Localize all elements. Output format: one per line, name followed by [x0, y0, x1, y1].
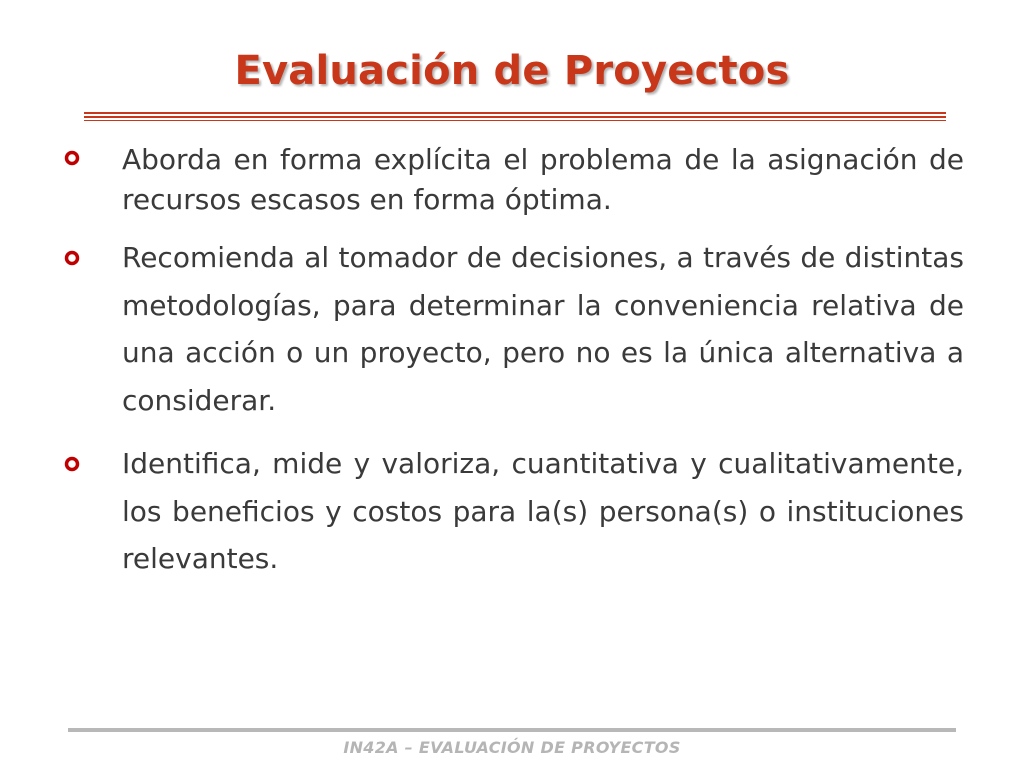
bullet-list [64, 140, 964, 583]
title-underline-line [84, 116, 946, 118]
bullet-text: Identifica, mide y valoriza, cuantitativa y cualitativamente, los beneficios y costos para la(s) persona(s) o instituciones relevantes. [122, 447, 964, 575]
bullet-item [64, 234, 964, 424]
title-underline-line [84, 112, 946, 114]
title-underline [84, 112, 946, 121]
bullet-item [64, 140, 964, 220]
footer-caption: IN42A – EVALUACIÓN DE PROYECTOS [343, 738, 681, 757]
bullet-item [64, 440, 964, 583]
bullet-text: Recomienda al tomador de decisiones, a través de distintas metodologías, para determinar la conveniencia relativa de una acción o un proyecto, pero no es la única alternativa a considerar. [122, 241, 964, 417]
footer-divider [68, 728, 956, 732]
ring-bullet-icon [64, 250, 80, 266]
ring-bullet-icon [64, 456, 80, 472]
title-underline-line [84, 120, 946, 121]
slide-title: Evaluación de Proyectos [234, 48, 790, 94]
bullet-text: Aborda en forma explícita el problema de la asignación de recursos escasos en forma óptima. [122, 143, 964, 216]
ring-bullet-icon [64, 150, 80, 166]
